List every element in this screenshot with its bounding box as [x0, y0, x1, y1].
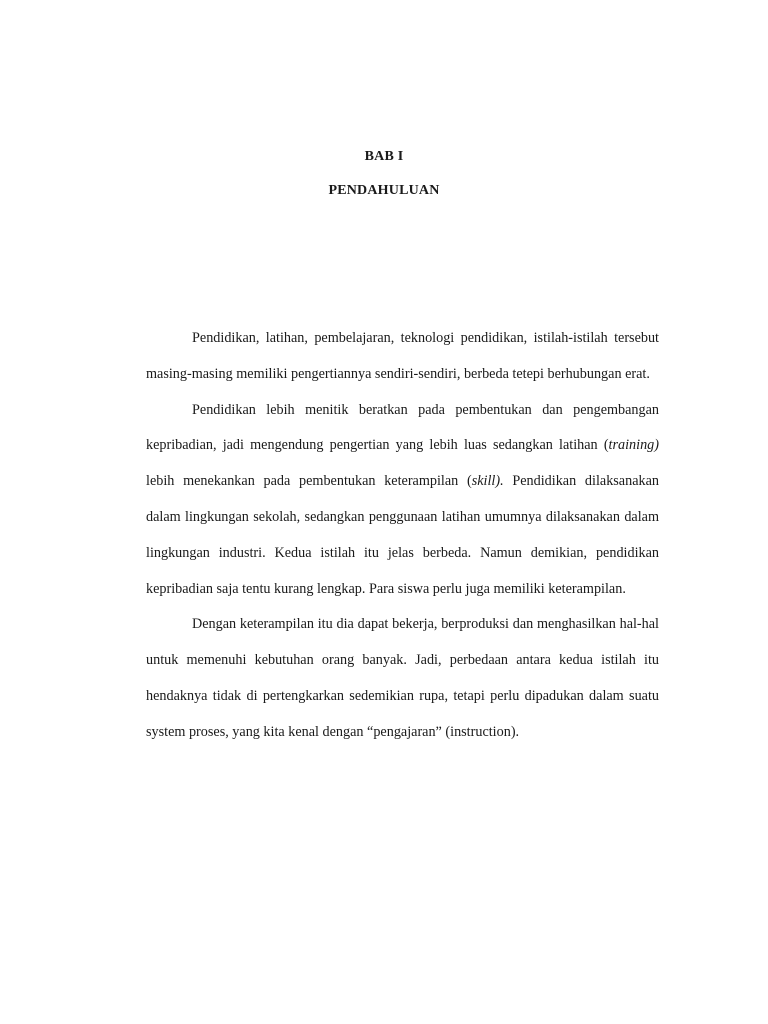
- paragraph-2: [146, 393, 659, 608]
- paragraph-1: [146, 321, 659, 393]
- paragraph-2-text-c: Pendidikan dilaksanakan dalam lingkungan sekolah, sedangkan penggunaan latihan umumnya dilaksanakan dalam lingkungan industri. Kedua istilah itu jelas berbeda. Namun demikian, pendidikan kepribadian saja tentu kurang lengkap. Para siswa perlu juga memiliki keterampilan.: [146, 473, 659, 597]
- paragraph-3-text: Dengan keterampilan itu dia dapat bekerja, berproduksi dan menghasilkan hal-hal untuk memenuhi kebutuhan orang banyak. Jadi, perbedaan antara kedua istilah itu hendaknya tidak di pertengkarkan sedemikian rupa, tetapi perlu dipadukan dalam suatu system proses, yang kita kenal dengan “pengajaran” (instruction).: [146, 616, 659, 740]
- paragraph-2-text-b: lebih menekankan pada pembentukan keterampilan (: [146, 473, 472, 490]
- paragraph-3: [146, 607, 659, 750]
- paragraph-2-text-a: Pendidikan lebih menitik beratkan pada pembentukan dan pengembangan kepribadian, jadi mengendung pengertian yang lebih luas sedangkan latihan (: [146, 401, 659, 454]
- italic-term-skill: skill).: [471, 473, 504, 490]
- chapter-title: PENDAHULUAN: [328, 183, 440, 198]
- chapter-heading: BAB I: [364, 149, 404, 164]
- body-text: [146, 321, 659, 751]
- paragraph-1-text: Pendidikan, latihan, pembelajaran, teknologi pendidikan, istilah-istilah tersebut masing-masing memiliki pengertiannya sendiri-sendiri, berbeda tetepi berhubungan erat.: [146, 330, 659, 382]
- italic-term-training: training): [608, 437, 659, 454]
